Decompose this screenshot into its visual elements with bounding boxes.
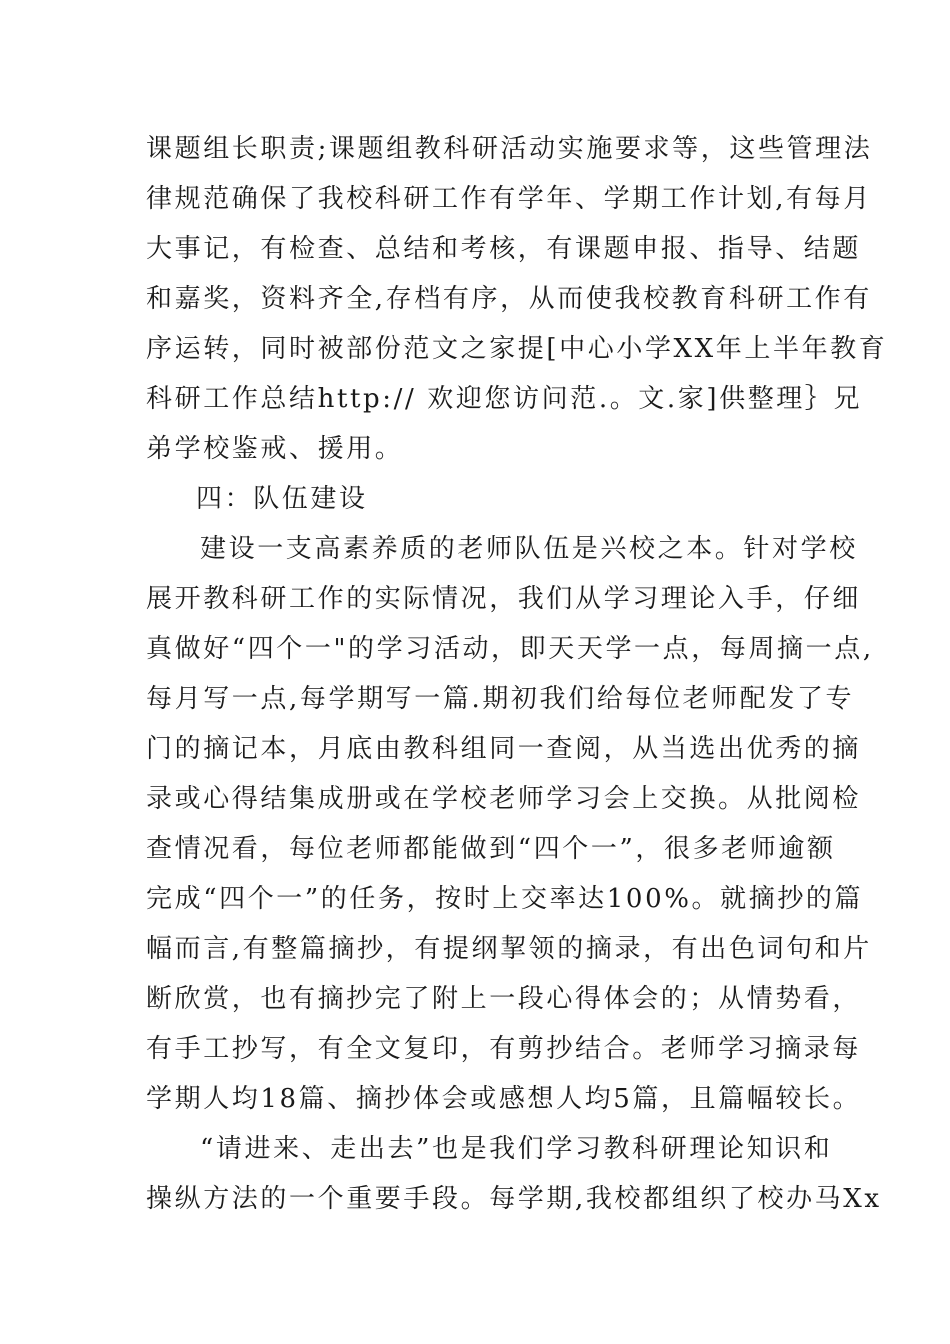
body-text-line: 操纵方法的一个重要手段。每学期,我校都组织了校办马Xx: [146, 1184, 882, 1214]
paragraph-first-line: “请进来、走出去”也是我们学习教科研理论知识和: [200, 1134, 833, 1164]
body-text-line: 幅而言,有整篇摘抄，有提纲挈领的摘录，有出色词句和片: [146, 934, 872, 964]
body-text-line: 展开教科研工作的实际情况，我们从学习理论入手，仔细: [146, 584, 862, 614]
body-text-line: 录或心得结集成册或在学校老师学习会上交换。从批阅检: [146, 784, 862, 814]
body-text-line: 弟学校鉴戒、援用。: [146, 434, 404, 464]
body-text-line: 真做好“四个一"的学习活动，即天天学一点，每周摘一点,: [146, 634, 874, 664]
paragraph-first-line: 建设一支高素养质的老师队伍是兴校之本。针对学校: [200, 534, 858, 564]
body-text-line: 律规范确保了我校科研工作有学年、学期工作计划,有每月: [146, 184, 872, 214]
body-text-line: 断欣赏，也有摘抄完了附上一段心得体会的；从情势看，: [146, 984, 862, 1014]
body-text-line: 完成“四个一”的任务，按时上交率达100%。就摘抄的篇: [146, 884, 864, 914]
body-text-line: 课题组长职责;课题组教科研活动实施要求等，这些管理法: [146, 134, 873, 164]
body-text-line: 学期人均18篇、摘抄体会或感想人均5篇，且篇幅较长。: [146, 1084, 862, 1114]
body-text-line: 有手工抄写，有全文复印，有剪抄结合。老师学习摘录每: [146, 1034, 862, 1064]
body-text-line: 每月写一点,每学期写一篇.期初我们给每位老师配发了专: [146, 684, 855, 714]
section-heading: 四：队伍建设: [196, 484, 368, 514]
body-text-line: 大事记，有检查、总结和考核，有课题申报、指导、结题: [146, 234, 862, 264]
body-text-line: 门的摘记本，月底由教科组同一查阅，从当选出优秀的摘: [146, 734, 862, 764]
body-text-line: 查情况看，每位老师都能做到“四个一”，很多老师逾额: [146, 834, 836, 864]
body-text-line: 和嘉奖，资料齐全,存档有序，从而使我校教育科研工作有: [146, 284, 872, 314]
body-text-line: 科研工作总结http:// 欢迎您访问范.。文.家]供整理｝兄: [146, 384, 863, 414]
body-text-line: 序运转，同时被部份范文之家提[中心小学XX年上半年教育: [146, 334, 888, 364]
